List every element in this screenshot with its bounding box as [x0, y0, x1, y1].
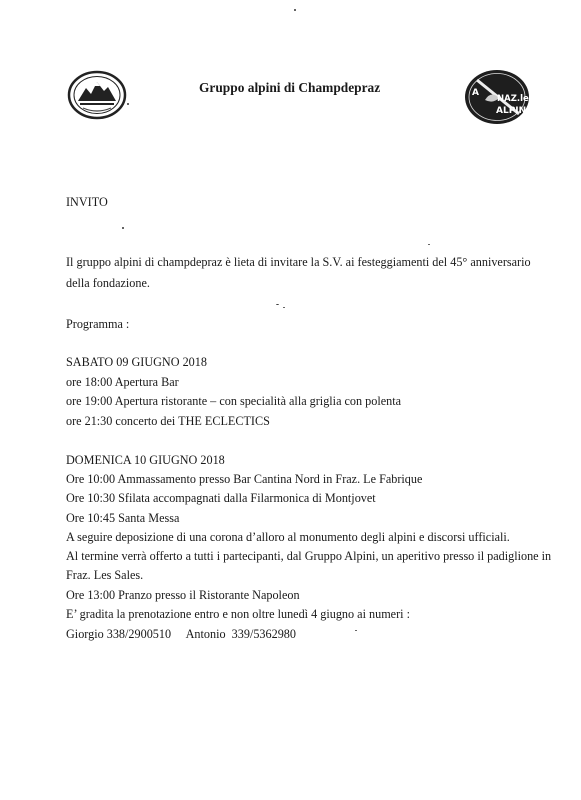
sunday-heading: DOMENICA 10 GIUGNO 2018 [66, 453, 225, 467]
intro-line-2: della fondazione. [66, 276, 150, 290]
sunday-item: Ore 10:45 Santa Messa [66, 511, 180, 525]
saturday-heading: SABATO 09 GIUGNO 2018 [66, 355, 207, 369]
sunday-item: Al termine verrà offerto a tutti i partecipanti, dal Gruppo Alpini, un aperitivo presso il padiglione in [66, 549, 552, 563]
sunday-item: Ore 10:00 Ammassamento presso Bar Cantina Nord in Fraz. Le Fabrique [66, 472, 423, 486]
scan-speck [283, 307, 285, 308]
page-title: Gruppo alpini di Champdepraz [199, 80, 381, 95]
sunday-item: Ore 10:30 Sfilata accompagnati dalla Filarmonica di Montjovet [66, 491, 376, 505]
invito-heading: INVITO [66, 195, 108, 209]
mountain-emblem-icon [67, 70, 131, 120]
scan-speck [355, 630, 357, 631]
contact-numbers: Giorgio 338/2900510 Antonio 339/5362980 [66, 627, 296, 641]
group-logo [67, 70, 131, 120]
ana-logo [463, 68, 531, 126]
scan-speck [276, 304, 279, 305]
sunday-item: Fraz. Les Sales. [66, 568, 144, 582]
logo-lettering-naz: NAZ.le [497, 94, 529, 104]
logo-lettering-alpini: ALPINI [496, 106, 530, 116]
scan-speck [294, 9, 296, 11]
scan-speck [122, 227, 124, 229]
sunday-item: A seguire deposizione di una corona d’alloro al monumento degli alpini e discorsi ufficiali. [66, 530, 510, 544]
scan-speck [428, 244, 430, 245]
sunday-item: E’ gradita la prenotazione entro e non oltre lunedì 4 giugno ai numeri : [66, 607, 410, 621]
saturday-item: ore 18:00 Apertura Bar [66, 375, 179, 389]
saturday-item: ore 21:30 concerto dei THE ECLECTICS [66, 414, 270, 428]
intro-line-1: Il gruppo alpini di champdepraz è lieta di invitare la S.V. ai festeggiamenti del 45° anniversario [66, 255, 531, 269]
ana-alpini-emblem-icon [463, 68, 531, 126]
programma-label: Programma : [66, 317, 130, 331]
sunday-item: Ore 13:00 Pranzo presso il Ristorante Napoleon [66, 588, 300, 602]
saturday-item: ore 19:00 Apertura ristorante – con specialità alla griglia con polenta [66, 394, 402, 408]
logo-lettering-a: A [472, 88, 479, 98]
